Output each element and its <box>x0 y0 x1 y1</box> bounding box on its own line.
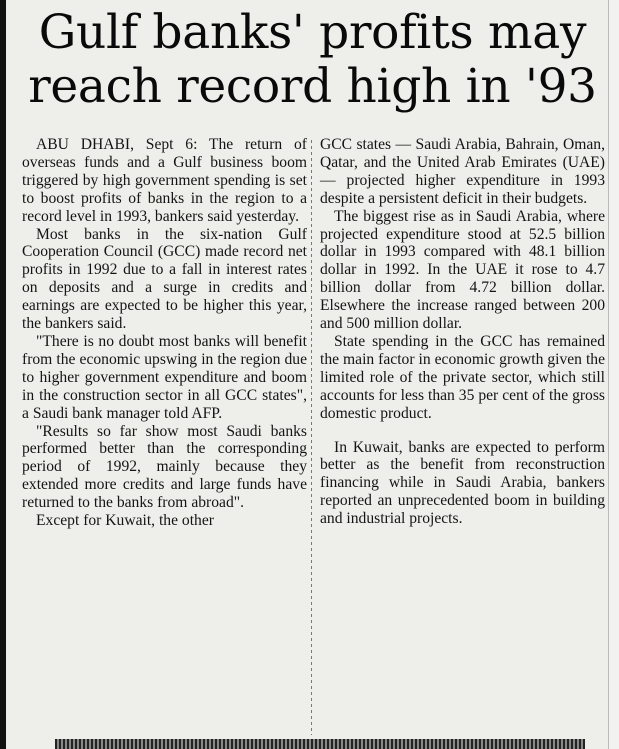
paragraph-3: "There is no doubt most banks will benefit from the economic upswing in the region due to higher government expenditure and boom in the construction sector in all GCC states", a Saudi bank manager told AFP. <box>22 332 307 422</box>
paragraph-9: In Kuwait, banks are expected to perform better as the benefit from reconstruction financing while in Saudi Arabia, bankers reported an unprecedented boom in building and industrial projects. <box>320 438 605 528</box>
headline-line-1: Gulf banks' profits may <box>38 5 587 60</box>
paragraph-2: Most banks in the six-nation Gulf Cooperation Council (GCC) made record net profits in 1992 due to a fall in interest rates on deposits and a surge in credits and earnings are expected to be higher this year, the bankers said. <box>22 225 307 333</box>
article-column-right <box>320 136 605 528</box>
paragraph-6: GCC states — Saudi Arabia, Bahrain, Oman, Qatar, and the United Arab Emirates (UAE) — projected higher expenditure in 1993 despite a persistent deficit in their budgets. <box>320 136 605 207</box>
bottom-rule <box>55 739 585 749</box>
paragraph-4: "Results so far show most Saudi banks performed better than the corresponding period of 1992, mainly because they extended more credits and large funds have returned to the banks from abroad". <box>22 422 307 512</box>
scan-edge-right <box>608 0 619 749</box>
column-divider <box>311 140 312 735</box>
scan-edge-left <box>0 0 6 749</box>
paragraph-7: The biggest rise as in Saudi Arabia, where projected expenditure stood at 52.5 billion dollar in 1993 compared with 48.1 billion dollar in 1992. In the UAE it rose to 4.7 billion dollar from 4.72 billion dollar. Elsewhere the increase ranged between 200 and 500 million dollar. <box>320 207 605 333</box>
paragraph-8: State spending in the GCC has remained the main factor in economic growth given the limited role of the private sector, which still accounts for less than 35 per cent of the gross domestic product. <box>320 332 605 422</box>
headline-line-2: reach record high in '93 <box>28 59 597 114</box>
article-column-left <box>22 136 307 530</box>
headline <box>20 6 605 114</box>
paragraph-5: Except for Kuwait, the other <box>36 512 214 530</box>
paragraph-1: ABU DHABI, Sept 6: The return of overseas funds and a Gulf business boom triggered by high government spending is set to boost profits of banks in the region to a record level in 1993, bankers said yesterday. <box>22 136 307 225</box>
